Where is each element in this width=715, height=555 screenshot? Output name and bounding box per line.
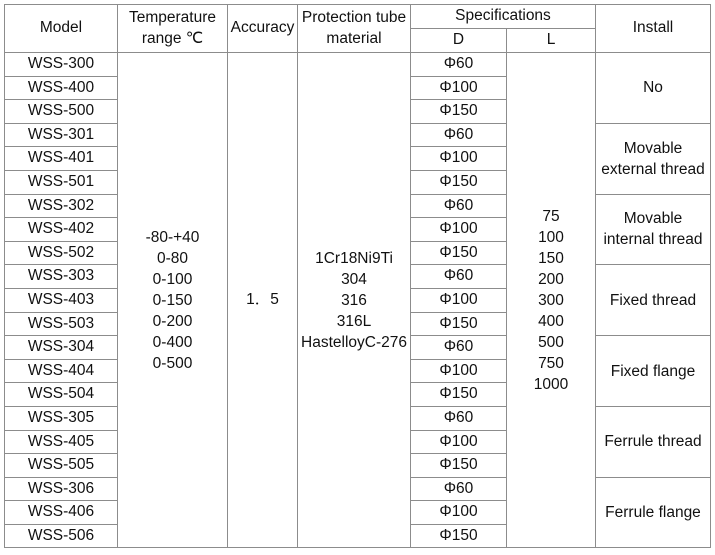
header-model: Model <box>5 5 118 53</box>
model-cell: WSS-502 <box>5 241 118 265</box>
model-cell: WSS-500 <box>5 100 118 124</box>
spec-d-cell: Φ150 <box>411 170 507 194</box>
spec-d-cell: Φ150 <box>411 241 507 265</box>
install-cell: Fixed flange <box>596 336 711 407</box>
spec-d-cell: Φ150 <box>411 383 507 407</box>
model-cell: WSS-506 <box>5 524 118 548</box>
spec-d-cell: Φ60 <box>411 123 507 147</box>
model-cell: WSS-300 <box>5 53 118 77</box>
model-cell: WSS-504 <box>5 383 118 407</box>
spec-l-cell: 75 100 150 200 300 400 500 750 1000 <box>507 53 596 548</box>
model-cell: WSS-301 <box>5 123 118 147</box>
model-cell: WSS-303 <box>5 265 118 289</box>
install-cell: Movable internal thread <box>596 194 711 265</box>
model-cell: WSS-505 <box>5 454 118 478</box>
spec-d-cell: Φ60 <box>411 336 507 360</box>
spec-d-cell: Φ60 <box>411 406 507 430</box>
model-cell: WSS-405 <box>5 430 118 454</box>
model-cell: WSS-406 <box>5 501 118 525</box>
model-cell: WSS-302 <box>5 194 118 218</box>
spec-d-cell: Φ100 <box>411 76 507 100</box>
spec-table-wrapper <box>4 4 711 548</box>
spec-d-cell: Φ150 <box>411 524 507 548</box>
header-material: Protection tube material <box>298 5 411 53</box>
spec-d-cell: Φ60 <box>411 194 507 218</box>
header-specifications: Specifications <box>411 5 596 29</box>
install-cell: No <box>596 53 711 124</box>
spec-d-cell: Φ100 <box>411 288 507 312</box>
spec-d-cell: Φ100 <box>411 501 507 525</box>
model-cell: WSS-306 <box>5 477 118 501</box>
model-cell: WSS-305 <box>5 406 118 430</box>
spec-d-cell: Φ60 <box>411 477 507 501</box>
spec-d-cell: Φ150 <box>411 454 507 478</box>
install-cell: Ferrule flange <box>596 477 711 548</box>
header-temperature-range: Temperature range ℃ <box>118 5 228 53</box>
header-accuracy: Accuracy <box>228 5 298 53</box>
spec-d-cell: Φ100 <box>411 218 507 242</box>
model-cell: WSS-401 <box>5 147 118 171</box>
header-row-top <box>5 5 711 29</box>
header-spec-l: L <box>507 29 596 53</box>
temperature-range-cell: -80-+40 0-80 0-100 0-150 0-200 0-400 0-500 <box>118 53 228 548</box>
install-cell: Fixed thread <box>596 265 711 336</box>
model-cell: WSS-503 <box>5 312 118 336</box>
model-cell: WSS-404 <box>5 359 118 383</box>
header-install: Install <box>596 5 711 53</box>
model-cell: WSS-402 <box>5 218 118 242</box>
spec-d-cell: Φ100 <box>411 147 507 171</box>
material-cell: 1Cr18Ni9Ti 304 316 316L HastelloyC-276 <box>298 53 411 548</box>
spec-d-cell: Φ60 <box>411 53 507 77</box>
install-cell: Ferrule thread <box>596 406 711 477</box>
model-cell: WSS-403 <box>5 288 118 312</box>
spec-d-cell: Φ150 <box>411 312 507 336</box>
accuracy-cell: 1．5 <box>228 53 298 548</box>
model-cell: WSS-501 <box>5 170 118 194</box>
table-row <box>5 53 711 77</box>
model-cell: WSS-400 <box>5 76 118 100</box>
spec-d-cell: Φ100 <box>411 430 507 454</box>
specification-table <box>4 4 711 548</box>
spec-d-cell: Φ100 <box>411 359 507 383</box>
install-cell: Movable external thread <box>596 123 711 194</box>
spec-d-cell: Φ150 <box>411 100 507 124</box>
spec-d-cell: Φ60 <box>411 265 507 289</box>
model-cell: WSS-304 <box>5 336 118 360</box>
header-spec-d: D <box>411 29 507 53</box>
